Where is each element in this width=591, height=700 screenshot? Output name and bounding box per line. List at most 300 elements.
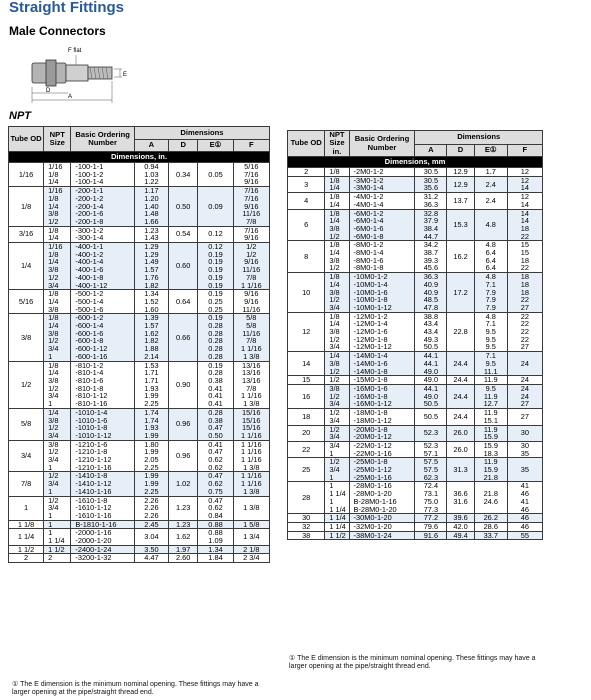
cell-line: 48.5 [423, 295, 439, 305]
cell-line: -18M0-1-12 [353, 415, 392, 425]
cell-line: 22 [520, 327, 529, 337]
cell-line: 1.43 [144, 233, 159, 243]
cell-line: 21.8 [483, 489, 498, 499]
cell-line: -600-1-16 [75, 351, 108, 361]
cell-value: 1.34 [208, 544, 223, 554]
cell-line: 1/2 [329, 391, 340, 401]
cell-line: 3/8 [48, 439, 59, 449]
cell-line: -400-1-12 [75, 280, 108, 290]
cell-tube-od [9, 290, 44, 314]
cell-line: 1/4 [329, 199, 340, 209]
cell-ordering-number [349, 482, 415, 514]
cell-value: 0.05 [208, 169, 223, 179]
cell-line: 0.19 [208, 360, 223, 370]
cell-line: 0.28 [208, 336, 223, 346]
cell-line: 1.57 [144, 265, 159, 275]
cell-dim-d [168, 496, 197, 520]
cell-value: 15 [302, 375, 311, 385]
cell-line: -810-1-2 [75, 360, 104, 370]
cell-line: 7/8 [246, 216, 257, 226]
table-row [9, 496, 270, 520]
cell-value: 0.96 [175, 419, 191, 429]
cell-line: 0.12 [208, 242, 223, 252]
cell-line: 1 [329, 472, 334, 482]
cell-value: 5/8 [20, 419, 32, 429]
cell-value: 4 [304, 195, 309, 205]
cell-line: 1.52 [144, 296, 159, 306]
cell-line: 1/2 [246, 242, 257, 252]
cell-line: 13/16 [242, 360, 261, 370]
cell-line: -20M0-1-8 [353, 424, 388, 434]
cell-line: -1410-1-8 [75, 471, 108, 481]
cell-dim-a [134, 243, 168, 290]
cell-dim-e [474, 441, 507, 457]
cell-line: 22 [520, 295, 529, 305]
cell-npt-size [44, 361, 71, 408]
cell-line: 13/16 [242, 375, 261, 385]
cell-line: -200-1-1 [75, 186, 104, 196]
cell-npt-size [325, 482, 349, 514]
cell-line: 24.6 [483, 496, 498, 506]
cell-line: 4.47 [144, 553, 159, 563]
cell-line: 1.22 [144, 177, 159, 187]
cell-line: 1/8 [329, 272, 340, 282]
cell-ordering-number [349, 352, 415, 376]
cell-dim-f [507, 352, 542, 376]
cell-value: 0.60 [175, 261, 191, 271]
cell-dim-a [415, 176, 447, 192]
cell-line: 2.26 [144, 495, 159, 505]
cell-value: 0.12 [208, 229, 223, 239]
cell-line: 72.4 [423, 481, 439, 491]
cell-line: 2.26 [144, 510, 159, 520]
cell-line: 15 [520, 248, 529, 258]
cell-value: 2.4 [485, 195, 496, 205]
cell-dim-e [474, 352, 507, 376]
cell-line: 36.3 [423, 199, 439, 209]
cell-line: 1/2 [246, 249, 257, 259]
cell-ordering-number [71, 187, 135, 227]
cell-dim-e [198, 163, 233, 187]
cell-line: 52.3 [423, 428, 439, 438]
cell-ordering-number [71, 554, 135, 563]
cell-tube-od [9, 472, 44, 496]
cell-line: -600-1-6 [75, 328, 104, 338]
table-row [288, 482, 543, 514]
cell-npt-size [325, 441, 349, 457]
cell-line: 1 [48, 528, 53, 538]
band-dimensions-in: Dimensions, in. [9, 152, 270, 163]
cell-line: 0.47 [208, 495, 223, 505]
cell-line: -12M0-1-6 [353, 327, 388, 337]
cell-line: -1410-1-12 [75, 479, 112, 489]
cell-line: 1 1/4 [329, 489, 346, 499]
cell-line: 1.71 [144, 368, 159, 378]
cell-dim-d [168, 554, 197, 563]
cell-value: 1 1/8 [17, 519, 35, 529]
cell-value: 26.2 [483, 513, 498, 523]
cell-npt-size [325, 312, 349, 352]
cell-line: 1.09 [208, 536, 223, 546]
cell-dim-f [507, 312, 542, 352]
cell-line: 11/16 [242, 209, 261, 219]
cell-line: 46 [520, 489, 529, 499]
cell-line: 41 [520, 481, 529, 491]
cell-npt-size [44, 226, 71, 242]
cell-line: 1/2 [48, 216, 59, 226]
cell-line: 15 [520, 240, 529, 250]
cell-dim-e [198, 472, 233, 496]
cell-line: 3/4 [48, 430, 59, 440]
cell-line: 1.49 [144, 257, 159, 267]
cell-line: 0.62 [208, 503, 223, 513]
cell-line: 40.9 [423, 287, 439, 297]
cell-line: -300-1-4 [75, 233, 104, 243]
cell-line: 11.9 [483, 457, 498, 467]
cell-value: 27 [520, 411, 529, 421]
cell-line: 15/16 [242, 423, 261, 433]
cell-value: 1.7 [485, 167, 496, 176]
cell-tube-od [288, 409, 325, 425]
cell-line: 77.2 [423, 513, 439, 523]
table-row [288, 168, 543, 177]
cell-line: -2400-1-24 [75, 544, 112, 554]
cell-line: -1610-1-8 [75, 495, 108, 505]
cell-line: -6M0-1-2 [353, 208, 384, 218]
cell-value: 5/16 [18, 296, 34, 306]
cell-line: 1/2 [329, 263, 340, 273]
a-label: A [68, 94, 73, 100]
cell-dim-a [134, 361, 168, 408]
cell-ordering-number [349, 209, 415, 241]
cell-npt-size [44, 243, 71, 290]
cell-dim-a [415, 193, 447, 209]
header-e-mm: E① [474, 145, 507, 157]
cell-tube-od [288, 168, 325, 177]
cell-dim-d [168, 290, 197, 314]
table-row [288, 409, 543, 425]
cell-dim-f [507, 193, 542, 209]
cell-line: -4M0-1-2 [353, 192, 384, 202]
cell-line: 4.8 [485, 311, 496, 321]
footnote-left: ① The E dimension is the minimum nominal opening. These fittings may have a larger opening at the pipe/straight thread end. [12, 681, 259, 696]
npt-section-label: NPT [9, 110, 31, 122]
cell-line: 1.03 [144, 169, 159, 179]
cell-line: 91.6 [423, 530, 439, 540]
cell-line: 1.39 [144, 313, 159, 323]
cell-value: 1 1/2 [17, 544, 35, 554]
cell-line: 3/4 [329, 432, 340, 442]
cell-value: 1 [24, 503, 29, 513]
cell-npt-size [325, 352, 349, 376]
cell-line: 27 [520, 399, 529, 409]
cell-value: 49.4 [453, 530, 468, 540]
header-a-mm: A [415, 145, 447, 157]
cell-dim-f [233, 554, 269, 563]
cell-ordering-number [349, 384, 415, 408]
cell-line: 7.1 [485, 319, 496, 329]
cell-tube-od [9, 440, 44, 472]
cell-ordering-number [349, 441, 415, 457]
cell-npt-size [325, 193, 349, 209]
header-dimensions-mm: Dimensions [415, 131, 543, 145]
cell-line: -6M0-1-4 [353, 216, 384, 226]
cell-ordering-number [349, 168, 415, 177]
cell-npt-size [325, 409, 349, 425]
cell-line: -200-1-8 [75, 216, 104, 226]
cell-value: 17.2 [453, 287, 468, 297]
table-row [9, 290, 270, 314]
cell-value: 24.4 [453, 411, 468, 421]
table-row [288, 522, 543, 531]
cell-dim-a [415, 241, 447, 273]
cell-ordering-number [349, 273, 415, 313]
cell-line: 1/4 [329, 319, 340, 329]
cell-line: -18M0-1-8 [353, 408, 388, 418]
cell-line: 1 5/8 [243, 519, 260, 529]
cell-dim-f [233, 243, 269, 290]
cell-ordering-number [349, 458, 415, 482]
table-row [9, 529, 270, 545]
cell-line: 3/8 [329, 287, 340, 297]
cell-tube-od [288, 273, 325, 313]
cell-line: -12M0-1-4 [353, 319, 388, 329]
cell-value: 10 [302, 287, 311, 297]
cell-dim-d [447, 458, 474, 482]
cell-line: 50.5 [423, 342, 439, 352]
cell-line: 1 1/16 [241, 391, 262, 401]
cell-value: 14 [302, 358, 311, 368]
cell-line: 24 [520, 383, 529, 393]
cell-npt-size [44, 187, 71, 227]
cell-line: 1.62 [144, 328, 159, 338]
header-basic-ordering-number: Basic Ordering Number [71, 127, 135, 152]
cell-line: 1/2 [48, 336, 59, 346]
cell-tube-od [288, 352, 325, 376]
cell-line: 3/4 [48, 344, 59, 354]
cell-line: 1/2 [48, 383, 59, 393]
cell-dim-f [507, 409, 542, 425]
cell-line: 3/4 [329, 440, 340, 450]
cell-dim-e [474, 273, 507, 313]
cell-line: 0.41 [208, 439, 223, 449]
cell-value: 1.62 [175, 532, 191, 542]
header-d: D [168, 140, 197, 152]
cell-line: 9/16 [244, 296, 259, 306]
cell-line: 1 [48, 462, 53, 472]
cell-line: -10M0-1-2 [353, 272, 388, 282]
table-row [288, 273, 543, 313]
cell-line: -14M0-1-4 [353, 351, 388, 361]
cell-line: -12M0-1-2 [353, 311, 388, 321]
cell-value: 33.7 [483, 530, 498, 540]
cell-line: 7/8 [246, 336, 257, 346]
cell-dim-a [415, 522, 447, 531]
cell-value: 11.9 [483, 375, 498, 385]
cell-line: -32M0-1-20 [353, 521, 392, 531]
cell-line: 1.29 [144, 249, 159, 259]
cell-line: 22 [520, 334, 529, 344]
cell-line: 43.4 [423, 327, 439, 337]
cell-line: 5/8 [246, 313, 257, 323]
cell-value: 7/8 [20, 479, 32, 489]
cell-line: 1/16 [48, 162, 63, 171]
cell-line: -16M0-1-12 [353, 399, 392, 409]
cell-line: 3/8 [48, 209, 59, 219]
cell-line: 1/2 [48, 272, 59, 282]
cell-line: 0.47 [208, 447, 223, 457]
header-f: F [233, 140, 269, 152]
e-label: E [123, 72, 128, 78]
cell-line: 0.19 [208, 272, 223, 282]
cell-value: 30 [520, 428, 529, 438]
cell-dim-e [198, 408, 233, 440]
cell-tube-od [9, 314, 44, 361]
cell-line: 1/2 [329, 231, 340, 241]
header-f-mm: F [507, 145, 542, 157]
cell-line: 9.5 [485, 358, 496, 368]
table-row [288, 176, 543, 192]
cell-dim-a [415, 209, 447, 241]
cell-tube-od [9, 163, 44, 187]
cell-line: 3/8 [329, 255, 340, 265]
cell-line: 9.5 [485, 334, 496, 344]
cell-npt-size [44, 496, 71, 520]
cell-line: 14 [520, 183, 529, 193]
cell-line: 0.50 [208, 430, 223, 440]
cell-line: 2.25 [144, 399, 159, 409]
footnote-right: ① The E dimension is the minimum nominal opening. These fittings may have a larger opening at the pipe/straight thread end. [289, 655, 536, 670]
cell-dim-d [168, 243, 197, 290]
cell-line: -6M0-1-8 [353, 231, 384, 241]
cell-line: -400-1-1 [75, 242, 104, 252]
cell-value: 24.4 [453, 391, 468, 401]
cell-line: 45.6 [423, 263, 439, 273]
cell-npt-size [325, 522, 349, 531]
cell-line: 0.84 [208, 510, 223, 520]
cell-line: 50.5 [423, 411, 439, 421]
cell-line: 1.66 [144, 216, 159, 226]
cell-dim-d [447, 193, 474, 209]
cell-value: 31.3 [453, 465, 468, 475]
cell-line: 39.3 [423, 255, 439, 265]
cell-line: 40.9 [423, 279, 439, 289]
cell-value: 0.09 [208, 201, 223, 211]
cell-line: 3/8 [329, 327, 340, 337]
cell-line: 1.93 [144, 383, 159, 393]
cell-line: 1 3/8 [243, 462, 260, 472]
cell-npt-size [44, 440, 71, 472]
cell-line: 1/8 [48, 249, 59, 259]
cell-line: 1/4 [48, 321, 59, 331]
cell-line: 1/8 [48, 193, 59, 203]
cell-line: 57.5 [423, 457, 439, 467]
cell-line: 1 1/16 [241, 471, 262, 481]
cell-line: 6.4 [485, 263, 496, 273]
cell-dim-a [134, 314, 168, 361]
cell-dim-d [168, 361, 197, 408]
cell-line: 1 1/16 [241, 280, 262, 290]
cell-tube-od [288, 209, 325, 241]
cell-tube-od [288, 531, 325, 540]
cell-line: -500-1-4 [75, 296, 104, 306]
cell-dim-f [507, 176, 542, 192]
header-basic-ordering-number-mm: Basic Ordering Number [349, 131, 415, 157]
cell-line: 12.7 [483, 399, 498, 409]
table-row [288, 352, 543, 376]
cell-value: 24 [520, 358, 529, 368]
cell-line: 1 1/16 [241, 344, 262, 354]
cell-line: -1010-1-4 [75, 407, 108, 417]
cell-line: 7/16 [244, 193, 259, 203]
cell-line: 1/8 [329, 167, 340, 176]
cell-line: -10M0-1-4 [353, 279, 388, 289]
cell-dim-e [474, 209, 507, 241]
cell-line: 15.1 [483, 415, 498, 425]
cell-line: -1210-1-8 [75, 447, 108, 457]
cell-line: -15M0-1-8 [353, 375, 388, 385]
table-row [288, 241, 543, 273]
cell-npt-size [44, 290, 71, 314]
cell-line: 0.28 [208, 321, 223, 331]
f-flat-label: F flat [68, 48, 82, 54]
cell-line: 1 1/2 [329, 530, 346, 540]
page-title: Straight Fittings [9, 0, 124, 16]
cell-line: 36.3 [423, 272, 439, 282]
cell-dim-d [447, 425, 474, 441]
cell-dim-a [134, 187, 168, 227]
cell-value: 3/8 [20, 332, 32, 342]
cell-line: 38.4 [423, 223, 439, 233]
cell-line: 2.14 [144, 351, 159, 361]
cell-line: 1 1/4 [329, 504, 346, 514]
cell-value: 4.8 [485, 220, 496, 230]
cell-line: 24 [520, 391, 529, 401]
cell-line: 77.3 [423, 504, 439, 514]
cell-npt-size [325, 531, 349, 540]
cell-line: -810-1-6 [75, 375, 104, 385]
cell-line: -12M0-1-8 [353, 334, 388, 344]
cell-line: 1/4 [48, 296, 59, 306]
cell-dim-a [134, 554, 168, 563]
cell-line: 0.62 [208, 479, 223, 489]
cell-line: -1010-1-6 [75, 415, 108, 425]
cell-line: 43.4 [423, 319, 439, 329]
cell-value: 1.97 [175, 544, 191, 554]
cell-line: 1/16 [48, 242, 63, 252]
cell-value: 0.66 [175, 332, 191, 342]
cell-tube-od [288, 441, 325, 457]
cell-npt-size [325, 209, 349, 241]
cell-dim-d [168, 472, 197, 496]
cell-line: 1.71 [144, 375, 159, 385]
cell-dim-f [233, 472, 269, 496]
cell-dim-d [447, 531, 474, 540]
cell-line: 0.41 [208, 399, 223, 409]
cell-dim-e [198, 529, 233, 545]
cell-line: 1/4 [48, 368, 59, 378]
cell-line: -300-1-2 [75, 225, 104, 235]
cell-value: 3/4 [20, 451, 32, 461]
cell-line: 1 1/4 [329, 521, 346, 531]
header-tube-od: Tube OD [9, 127, 44, 152]
header-d-mm: D [447, 145, 474, 157]
table-row [288, 209, 543, 241]
cell-line: -10M0-1-6 [353, 287, 388, 297]
cell-value: 1 3/8 [243, 503, 260, 513]
cell-value: 16 [302, 391, 311, 401]
cell-line: 3/4 [48, 280, 59, 290]
